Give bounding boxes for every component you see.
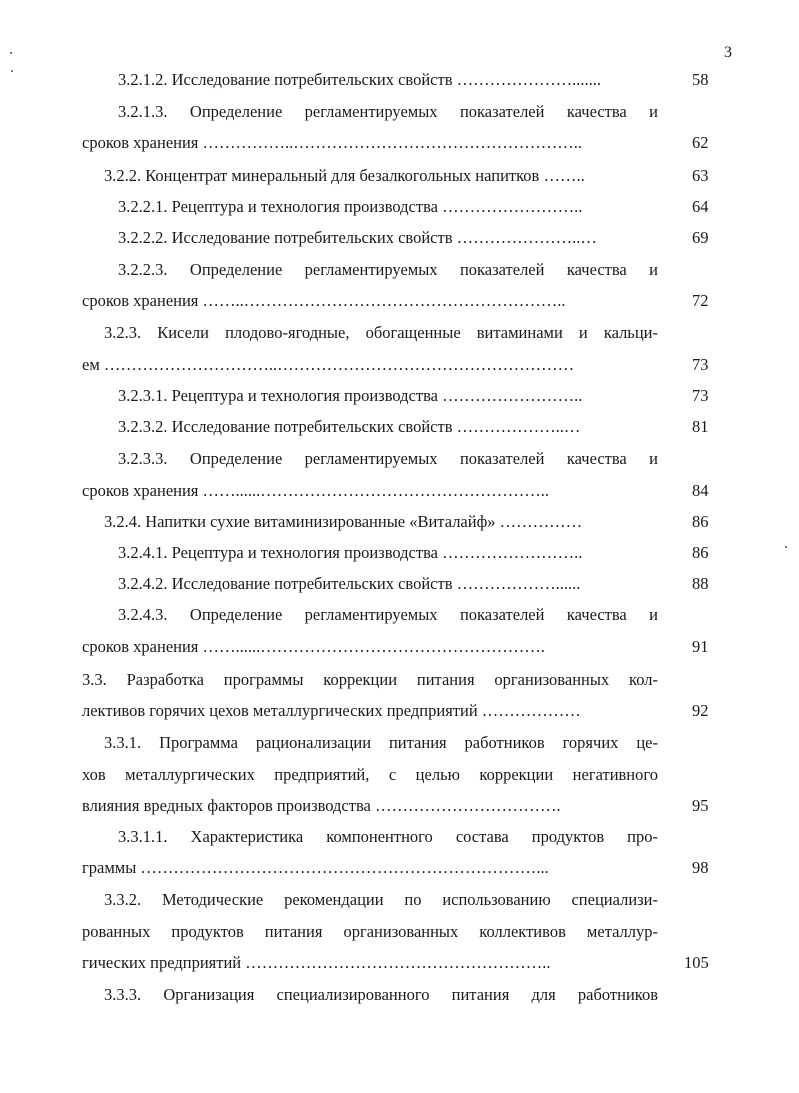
toc-page-number: 105 xyxy=(684,953,709,972)
toc-page-number: 84 xyxy=(692,481,709,500)
toc-page-number: 91 xyxy=(692,637,709,656)
toc-page-number: 69 xyxy=(692,228,709,247)
toc-entry-text: 3.2.4.2. Исследование потребительских свойств ………………...... xyxy=(118,574,581,593)
page-number: 3 xyxy=(724,44,732,61)
toc-page-number: 58 xyxy=(692,70,709,89)
toc-entry-text: хов металлургических предприятий, с целью коррекции негативного xyxy=(82,765,658,784)
toc-entry-text: 3.3. Разработка программы коррекции питания организованных кол- xyxy=(82,670,658,689)
toc-page-number: 81 xyxy=(692,417,709,436)
toc-page-number: 92 xyxy=(692,701,709,720)
toc-entry-text: 3.2.4.1. Рецептура и технология производства …………………….. xyxy=(118,543,583,562)
toc-page-number: 95 xyxy=(692,796,709,815)
toc-entry-text: ем …………………………..……………………………………………… xyxy=(82,355,575,374)
toc-page-number: 62 xyxy=(692,133,709,152)
toc-entry-text: 3.2.2.1. Рецептура и технология производства …………………….. xyxy=(118,197,583,216)
toc-entry-text: 3.2.2. Концентрат минеральный для безалкогольных напитков …….. xyxy=(104,166,585,185)
toc-page-number: 64 xyxy=(692,197,709,216)
toc-entry-text: 3.3.3. Организация специализированного питания для работников xyxy=(104,985,658,1004)
toc-entry-text: 3.2.4. Напитки сухие витаминизированные «Виталайф» …………… xyxy=(104,512,583,531)
toc-entry-text: 3.3.1.1. Характеристика компонентного состава продуктов про- xyxy=(118,827,658,846)
toc-page-number: 86 xyxy=(692,512,709,531)
toc-entry-text: сроков хранения ……......…………………………………………….. xyxy=(82,481,550,500)
toc-entry-text: 3.2.3.1. Рецептура и технология производства …………………….. xyxy=(118,386,583,405)
toc-entry-text: сроков хранения ……......……………………………………………. xyxy=(82,637,545,656)
scan-speck xyxy=(10,52,12,54)
toc-page-number: 73 xyxy=(692,355,709,374)
toc-page-number: 88 xyxy=(692,574,709,593)
toc-entry-text: влияния вредных факторов производства ……………………………. xyxy=(82,796,561,815)
toc-entry-text: 3.2.2.2. Исследование потребительских свойств …………………..… xyxy=(118,228,597,247)
toc-entry-text: 3.3.2. Методические рекомендации по использованию специализи- xyxy=(104,890,658,909)
toc-page-number: 73 xyxy=(692,386,709,405)
toc-entry-text: 3.2.1.2. Исследование потребительских свойств …………………....... xyxy=(118,70,601,89)
toc-page-number: 98 xyxy=(692,858,709,877)
toc-entry-text: гических предприятий ……………………………………………….. xyxy=(82,953,551,972)
toc-entry-text: сроков хранения ……..………………………………………………….. xyxy=(82,291,566,310)
toc-entry-text: лективов горячих цехов металлургических предприятий ……………… xyxy=(82,701,581,720)
scan-speck xyxy=(11,70,13,72)
toc-entry-text: 3.3.1. Программа рационализации питания работников горячих це- xyxy=(104,733,658,752)
toc-page-number: 72 xyxy=(692,291,709,310)
toc-entry-text: 3.2.1.3. Определение регламентируемых показателей качества и xyxy=(118,102,658,121)
toc-entry-text: граммы ………………………………………………………………... xyxy=(82,858,549,877)
toc-entry-text: 3.2.3. Кисели плодово-ягодные, обогащенные витаминами и кальци- xyxy=(104,323,658,342)
toc-entry-text: 3.2.2.3. Определение регламентируемых показателей качества и xyxy=(118,260,658,279)
toc-entry-text: 3.2.3.2. Исследование потребительских свойств ………………..… xyxy=(118,417,581,436)
toc-entry-text: 3.2.4.3. Определение регламентируемых показателей качества и xyxy=(118,605,658,624)
scan-speck xyxy=(785,546,787,548)
toc-entry-text: 3.2.3.3. Определение регламентируемых показателей качества и xyxy=(118,449,658,468)
toc-page-number: 63 xyxy=(692,166,709,185)
toc-entry-text: рованных продуктов питания организованных коллективов металлур- xyxy=(82,922,658,941)
toc-page-number: 86 xyxy=(692,543,709,562)
toc-entry-text: сроков хранения ……………..…………………………………………….. xyxy=(82,133,583,152)
